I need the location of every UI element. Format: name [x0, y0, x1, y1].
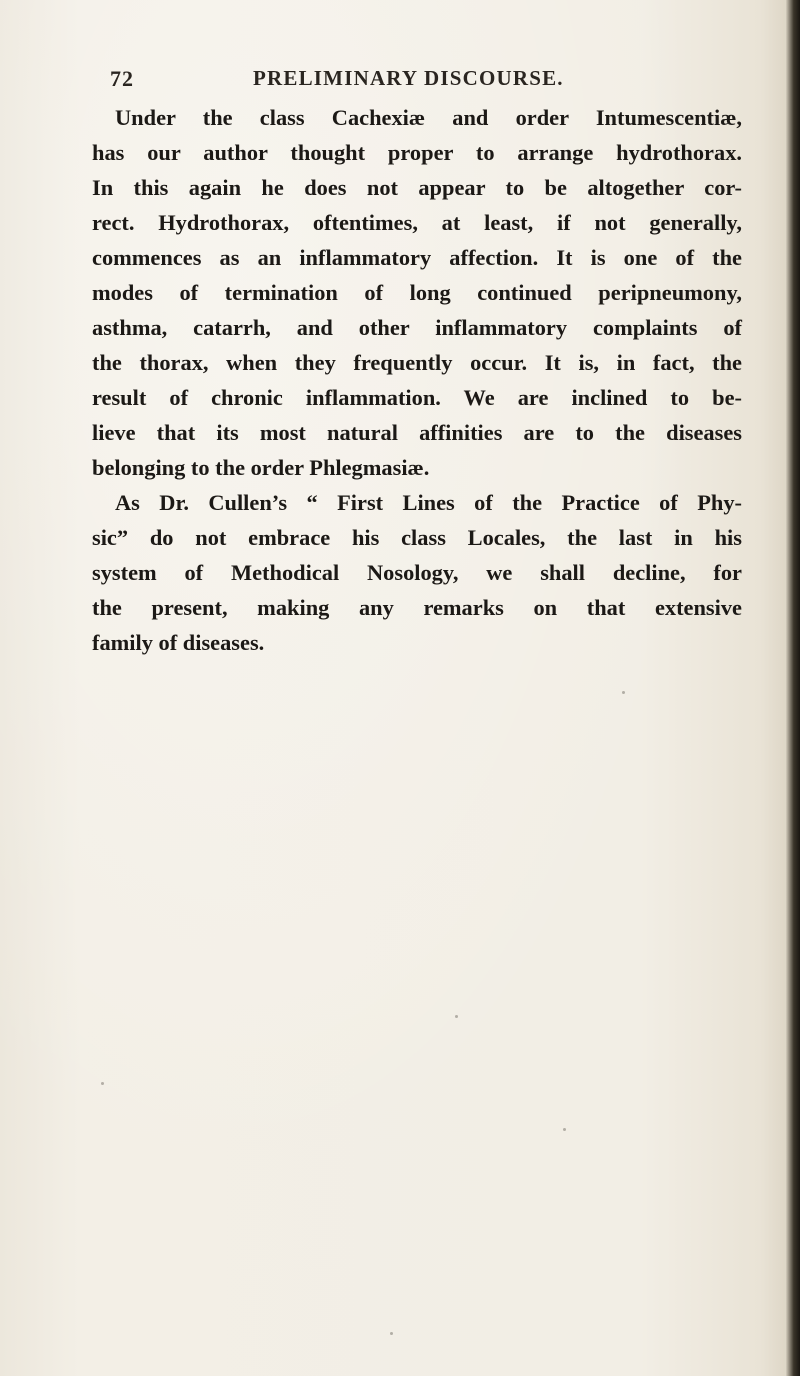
running-head: PRELIMINARY DISCOURSE. [253, 66, 564, 90]
text-line: In this again he does not appear to be altogether cor- [92, 175, 742, 200]
text-line: modes of termination of long continued peripneumony, [92, 280, 742, 305]
text-line: result of chronic inflammation. We are inclined to be- [92, 385, 742, 410]
paper-speck [622, 691, 625, 694]
paper-speck [563, 1128, 566, 1131]
text-line: asthma, catarrh, and other inflammatory complaints of [92, 315, 742, 340]
text-line: lieve that its most natural affinities are to the diseases [92, 420, 742, 445]
text-line: Under the class Cachexiæ and order Intumescentiæ, [115, 105, 742, 130]
page-number: 72 [110, 66, 134, 91]
text-line: As Dr. Cullen’s “ First Lines of the Practice of Phy- [115, 490, 742, 515]
text-line: family of diseases. [92, 630, 265, 655]
page-header [110, 66, 710, 100]
text-line: commences as an inflammatory affection. It is one of the [92, 245, 742, 270]
text-line: rect. Hydrothorax, oftentimes, at least, if not generally, [92, 210, 742, 235]
text-line: has our author thought proper to arrange hydrothorax. [92, 140, 742, 165]
body-text [92, 100, 742, 660]
text-line: sic” do not embrace his class Locales, the last in his [92, 525, 742, 550]
page-edge-shadow [786, 0, 800, 1376]
paper-speck [390, 1332, 393, 1335]
text-line: the present, making any remarks on that extensive [92, 595, 742, 620]
text-line: system of Methodical Nosology, we shall decline, for [92, 560, 742, 585]
text-line: the thorax, when they frequently occur. It is, in fact, the [92, 350, 742, 375]
paper-speck [101, 1082, 104, 1085]
paragraph-cullen [92, 485, 742, 660]
text-line: belonging to the order Phlegmasiæ. [92, 455, 430, 480]
paragraph-hydrothorax [92, 100, 742, 485]
paper-speck [455, 1015, 458, 1018]
